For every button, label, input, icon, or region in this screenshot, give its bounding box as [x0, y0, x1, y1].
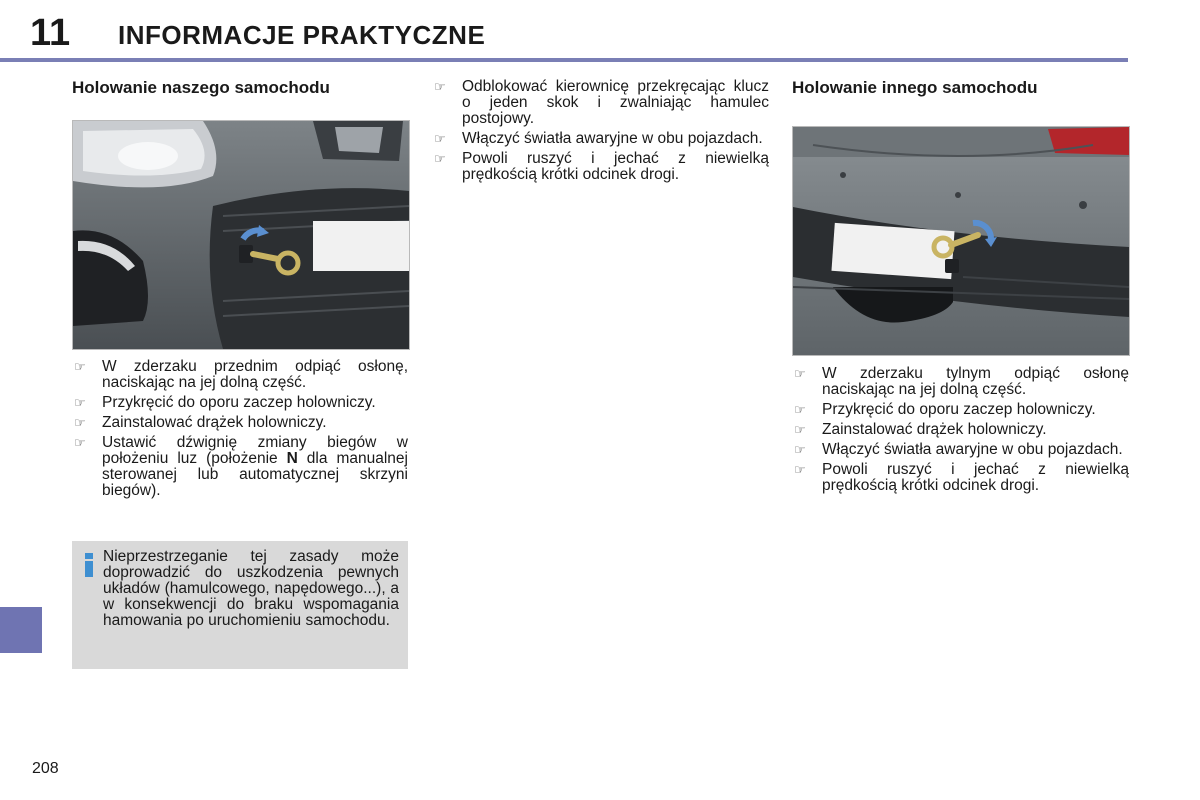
pointing-hand-icon: ☞	[74, 415, 86, 430]
list-item: ☞ Włączyć światła awaryjne w obu pojazdach.	[434, 130, 763, 147]
front-bumper-illustration	[73, 121, 409, 349]
pointing-hand-icon: ☞	[794, 402, 806, 417]
header-rule	[0, 58, 1128, 62]
list-item: ☞ Przykręcić do oporu zaczep holowniczy.	[794, 401, 1096, 418]
heading-other-car: Holowanie innego samochodu	[792, 78, 1038, 97]
list-item: ☞ Odblokować kierownicę przekręcając klucz o jeden skok i zwalniając hamulec postojowy.	[434, 78, 769, 127]
rear-bumper-illustration	[793, 127, 1129, 355]
list-item: ☞ W zderzaku przednim odpiąć osłonę, naciskając na jej dolną część.	[74, 358, 408, 391]
info-note-box	[72, 541, 408, 669]
list-item: ☞ Ustawić dźwignię zmiany biegów w położeniu luz (położenie N dla manualnej sterowanej lub automatycznej skrzyni biegów).	[74, 434, 408, 499]
pointing-hand-icon: ☞	[74, 435, 86, 450]
pointing-hand-icon: ☞	[434, 131, 446, 146]
list-item: ☞ Powoli ruszyć i jechać z niewielką prędkością krótki odcinek drogi.	[434, 150, 769, 183]
front-bumper-photo	[72, 120, 410, 350]
pointing-hand-icon: ☞	[794, 422, 806, 437]
own-car-steps-continued	[432, 79, 769, 187]
rear-bumper-photo	[792, 126, 1130, 356]
list-item: ☞ W zderzaku tylnym odpiąć osłonę naciskając na jej dolną część.	[794, 365, 1129, 398]
list-item: ☞ Włączyć światła awaryjne w obu pojazdach.	[794, 441, 1123, 458]
chapter-number: 11	[30, 12, 71, 54]
info-note-text: Nieprzestrzeganie tej zasady może doprowadzić do uszkodzenia pewnych układów (hamulcowego, napędowego...), a w konsekwencji do braku wspomagania hamowania po uruchomieniu samochodu.	[103, 548, 399, 629]
list-item: ☞ Powoli ruszyć i jechać z niewielką prędkością krótki odcinek drogi.	[794, 461, 1129, 494]
list-item: ☞ Zainstalować drążek holowniczy.	[794, 421, 1047, 438]
list-item: ☞ Przykręcić do oporu zaczep holowniczy.	[74, 394, 376, 411]
pointing-hand-icon: ☞	[794, 442, 806, 457]
pointing-hand-icon: ☞	[794, 462, 806, 477]
gear-neutral-label: N	[286, 450, 298, 467]
pointing-hand-icon: ☞	[74, 395, 86, 410]
pointing-hand-icon: ☞	[434, 79, 446, 94]
chapter-side-tab	[0, 607, 42, 653]
other-car-steps-list	[792, 366, 1129, 498]
list-item: ☞ Zainstalować drążek holowniczy.	[74, 414, 327, 431]
pointing-hand-icon: ☞	[794, 366, 806, 381]
heading-own-car: Holowanie naszego samochodu	[72, 78, 330, 97]
info-icon	[84, 553, 94, 577]
page-number: 208	[32, 760, 59, 777]
own-car-steps-list	[72, 359, 408, 503]
pointing-hand-icon: ☞	[434, 151, 446, 166]
pointing-hand-icon: ☞	[74, 359, 86, 374]
chapter-title: INFORMACJE PRAKTYCZNE	[118, 20, 486, 50]
